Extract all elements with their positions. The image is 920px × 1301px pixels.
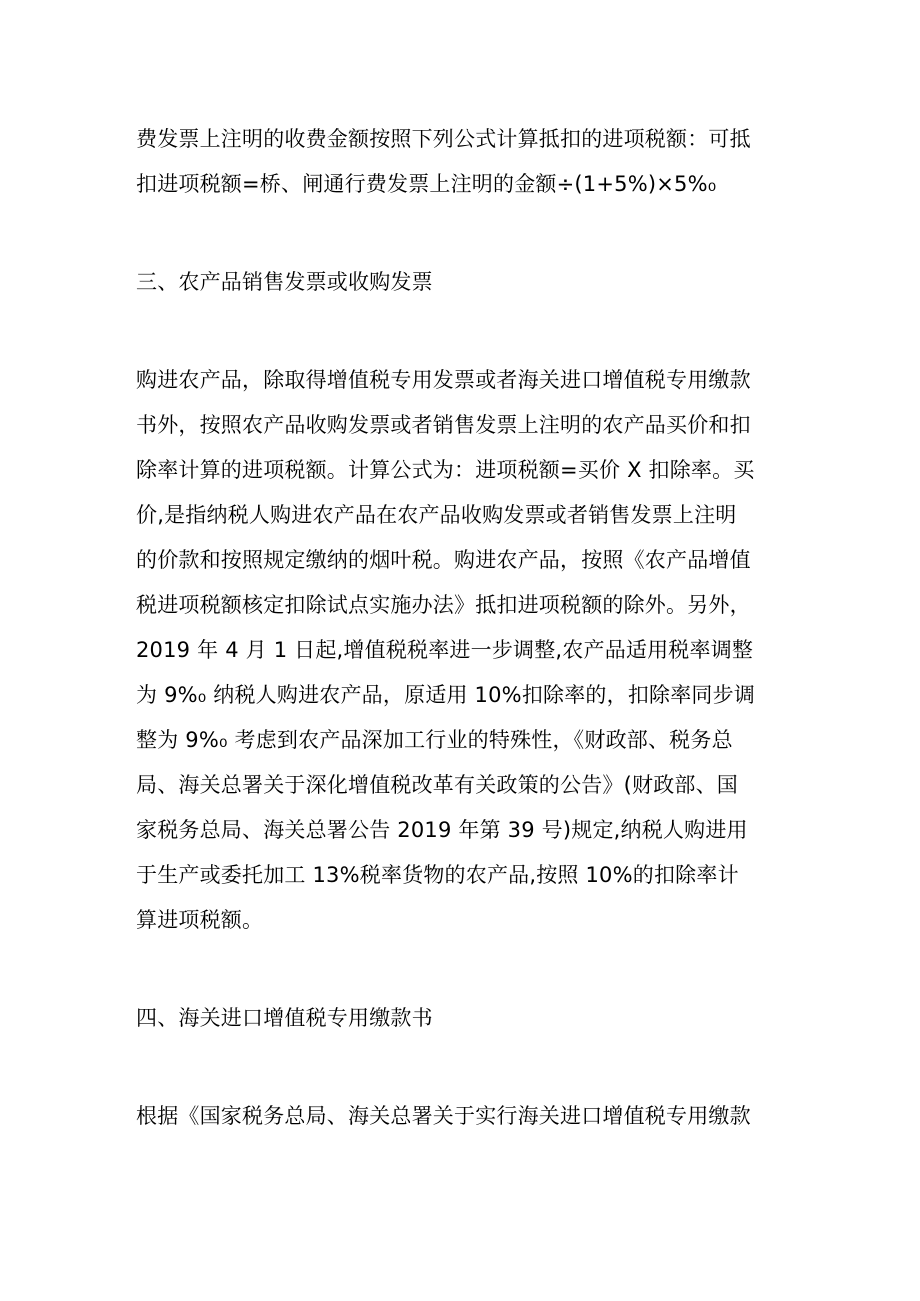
paragraph-line: 扣进项税额=桥、闸通行费发票上注明的金额÷(1+5%)×5%₀ <box>136 172 717 196</box>
paragraph-line: 税进项税额核定扣除试点实施办法》抵扣进项税额的除外。另外， <box>136 593 751 617</box>
paragraph-line: 购进农产品，除取得增值税专用发票或者海关进口增值税专用缴款 <box>136 368 751 392</box>
paragraph-line: 于生产或委托加工 13%税率货物的农产品,按照 10%的扣除率计 <box>136 863 739 887</box>
paragraph-line: 根据《国家税务总局、海关总署关于实行海关进口增值税专用缴款 <box>136 1104 751 1128</box>
section-four-heading: 四、海关进口增值税专用缴款书 <box>136 1006 433 1030</box>
paragraph-line: 的价款和按照规定缴纳的烟叶税。购进农产品，按照《农产品增值 <box>136 548 751 572</box>
paragraph-line: 除率计算的进项税额。计算公式为：进项税额=买价 X 扣除率。买 <box>136 458 755 482</box>
section-three-heading: 三、农产品销售发票或收购发票 <box>136 270 433 294</box>
paragraph-line: 家税务总局、海关总署公告 2019 年第 39 号)规定,纳税人购进用 <box>136 818 748 842</box>
paragraph-line: 2019 年 4 月 1 日起,增值税税率进一步调整,农产品适用税率调整 <box>136 638 754 662</box>
paragraph-line: 整为 9%₀ 考虑到农产品深加工行业的特殊性，《财政部、税务总 <box>136 728 733 752</box>
paragraph-line: 书外，按照农产品收购发票或者销售发票上注明的农产品买价和扣 <box>136 413 751 437</box>
paragraph-line: 费发票上注明的收费金额按照下列公式计算抵扣的进项税额：可抵 <box>136 127 751 151</box>
paragraph-line: 算进项税额。 <box>136 908 264 932</box>
paragraph-line: 局、海关总署关于深化增值税改革有关政策的公告》(财政部、国 <box>136 773 738 797</box>
paragraph-line: 为 9%₀ 纳税人购进农产品，原适用 10%扣除率的，扣除率同步调 <box>136 683 756 707</box>
paragraph-line: 价,是指纳税人购进农产品在农产品收购发票或者销售发票上注明 <box>136 503 737 527</box>
